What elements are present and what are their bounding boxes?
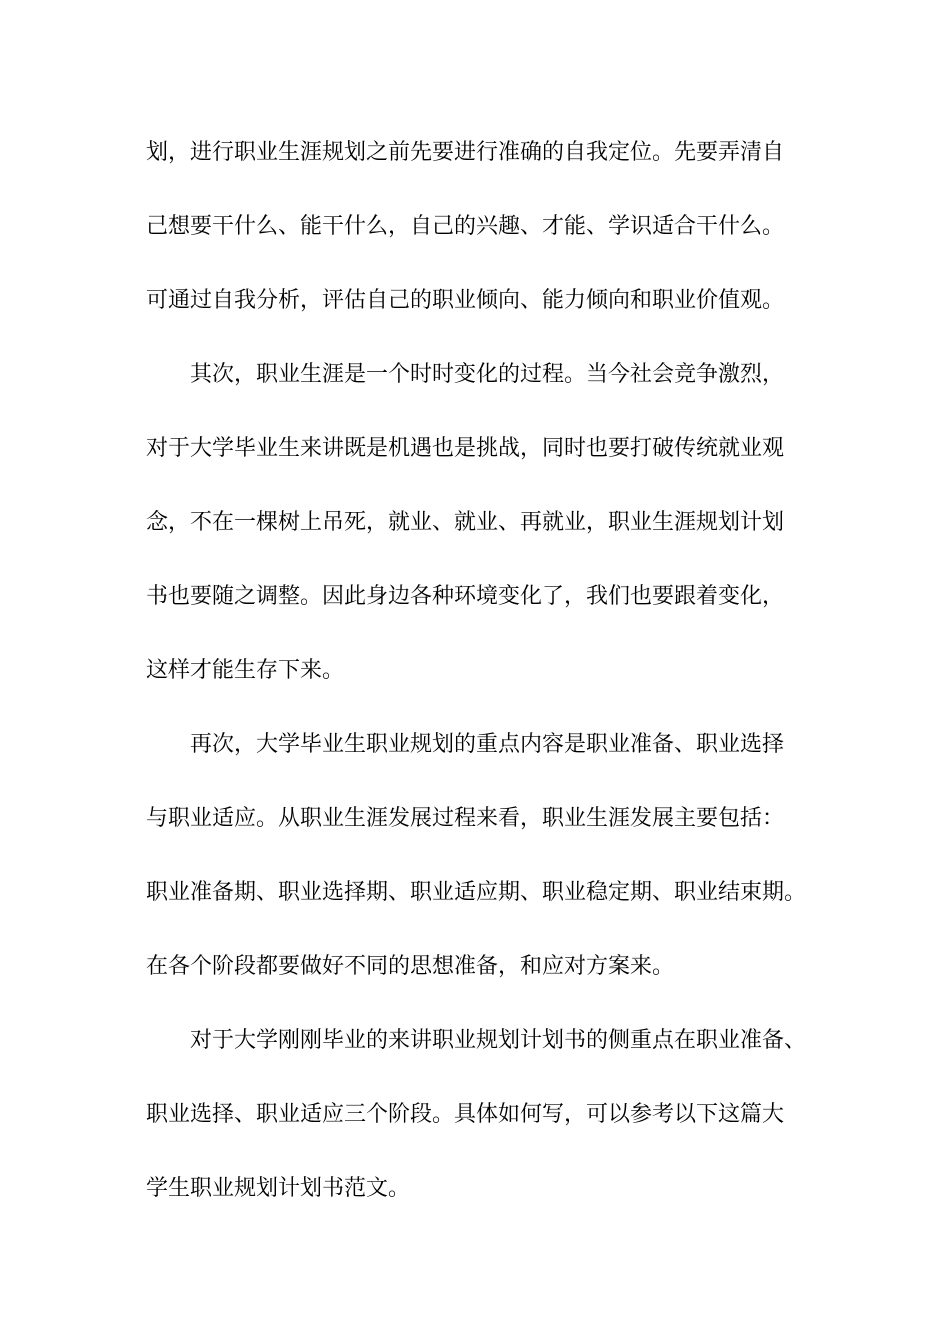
- paragraph-start-line: 对于大学刚刚毕业的来讲职业规划计划书的侧重点在职业准备、: [190, 1028, 807, 1053]
- text-line: 己想要干什么、能干什么，自己的兴趣、才能、学识适合干什么。: [146, 214, 785, 239]
- text-line: 念，不在一棵树上吊死，就业、就业、再就业，职业生涯规划计划: [146, 510, 785, 535]
- text-line: 职业准备期、职业选择期、职业适应期、职业稳定期、职业结束期。: [146, 880, 807, 905]
- text-line: 可通过自我分析，评估自己的职业倾向、能力倾向和职业价值观。: [146, 288, 785, 313]
- document-body: [146, 126, 846, 1236]
- text-line: 在各个阶段都要做好不同的思想准备，和应对方案来。: [146, 954, 675, 979]
- text-line: 与职业适应。从职业生涯发展过程来看，职业生涯发展主要包括：: [146, 806, 785, 831]
- text-line: 这样才能生存下来。: [146, 658, 345, 683]
- text-line: 书也要随之调整。因此身边各种环境变化了，我们也要跟着变化，: [146, 584, 785, 609]
- paragraph-start-line: 其次，职业生涯是一个时时变化的过程。当今社会竞争激烈，: [190, 362, 785, 387]
- text-line: 对于大学毕业生来讲既是机遇也是挑战，同时也要打破传统就业观: [146, 436, 785, 461]
- text-line: 学生职业规划计划书范文。: [146, 1176, 411, 1201]
- text-line: 划，进行职业生涯规划之前先要进行准确的自我定位。先要弄清自: [146, 140, 785, 165]
- text-line: 职业选择、职业适应三个阶段。具体如何写，可以参考以下这篇大: [146, 1102, 785, 1127]
- paragraph-start-line: 再次，大学毕业生职业规划的重点内容是职业准备、职业选择: [190, 732, 785, 757]
